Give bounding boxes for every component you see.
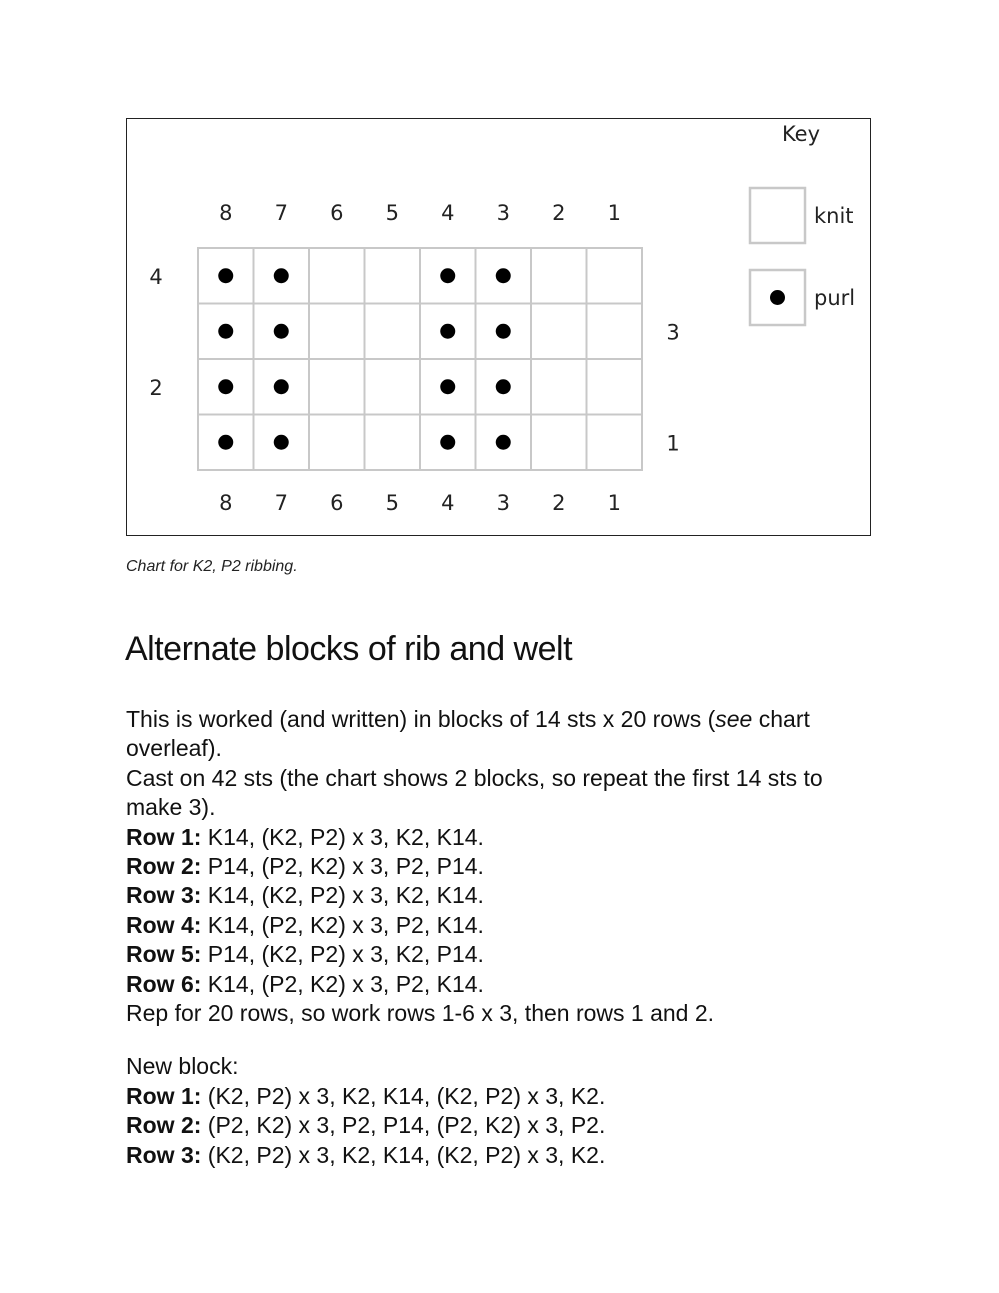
- chart-cell: [309, 359, 365, 415]
- purl-dot: [496, 268, 511, 283]
- row-label: Row 5:: [126, 941, 202, 968]
- row-text: K14, (P2, K2) x 3, P2, K14.: [201, 911, 484, 938]
- row-instruction: [126, 970, 878, 999]
- column-number-top: 4: [441, 201, 455, 225]
- chart-cell: [587, 248, 643, 304]
- row-label-right: 1: [666, 431, 680, 456]
- row-text: P14, (K2, P2) x 3, K2, P14.: [201, 941, 484, 968]
- purl-dot: [274, 379, 289, 394]
- purl-dot: [496, 435, 511, 450]
- purl-dot: [440, 268, 455, 283]
- purl-dot: [218, 379, 233, 394]
- column-number-top: 3: [496, 201, 510, 225]
- column-number-top: 2: [552, 201, 566, 225]
- purl-dot: [440, 324, 455, 339]
- chart-cell: [309, 415, 365, 471]
- chart-cell: [587, 415, 643, 471]
- purl-dot: [218, 324, 233, 339]
- row-text: P14, (P2, K2) x 3, P2, P14.: [201, 853, 484, 880]
- column-number-bottom: 8: [219, 491, 233, 515]
- purl-dot: [440, 379, 455, 394]
- column-number-bottom: 1: [607, 491, 621, 515]
- chart-cell: [587, 359, 643, 415]
- row-label: Row 6:: [126, 970, 202, 997]
- purl-dot: [218, 268, 233, 283]
- row-instruction: [126, 1082, 878, 1111]
- column-number-bottom: 6: [330, 491, 344, 515]
- repeat-note: Rep for 20 rows, so work rows 1-6 x 3, then rows 1 and 2.: [126, 1000, 715, 1027]
- chart-cell: [531, 304, 587, 360]
- row-label: Row 2:: [126, 1112, 202, 1139]
- row-label: Row 1:: [126, 823, 202, 850]
- column-number-bottom: 7: [274, 491, 288, 515]
- key-label: purl: [814, 286, 856, 310]
- chart-cell: [587, 304, 643, 360]
- chart-cell: [365, 304, 421, 360]
- purl-dot: [274, 324, 289, 339]
- row-instruction: [126, 1111, 878, 1140]
- row-label: Row 1:: [126, 1082, 202, 1109]
- row-label: Row 2:: [126, 853, 202, 880]
- chart-canvas: [127, 119, 870, 535]
- section-heading: Alternate blocks of rib and welt: [125, 630, 573, 668]
- column-number-top: 6: [330, 201, 344, 225]
- row-label: Row 3:: [126, 882, 202, 909]
- row-text: (K2, P2) x 3, K2, K14, (K2, P2) x 3, K2.: [201, 1082, 606, 1109]
- row-label: Row 3:: [126, 1141, 202, 1168]
- row-text: (K2, P2) x 3, K2, K14, (K2, P2) x 3, K2.: [201, 1141, 606, 1168]
- chart-cell: [531, 415, 587, 471]
- column-number-bottom: 5: [385, 491, 399, 515]
- column-number-top: 1: [607, 201, 621, 225]
- purl-dot: [274, 435, 289, 450]
- column-number-bottom: 2: [552, 491, 566, 515]
- intro-text-b: chart overleaf).: [126, 706, 810, 762]
- column-number-bottom: 4: [441, 491, 455, 515]
- row-instruction: [126, 911, 878, 940]
- purl-dot: [496, 324, 511, 339]
- purl-dot-icon: [770, 290, 785, 305]
- chart-caption: Chart for K2, P2 ribbing.: [126, 558, 298, 575]
- row-label-left: 4: [149, 264, 163, 289]
- column-number-top: 7: [274, 201, 288, 225]
- row-instruction: [126, 940, 878, 969]
- chart-cell: [365, 415, 421, 471]
- chart-cell: [365, 248, 421, 304]
- row-text: K14, (K2, P2) x 3, K2, K14.: [201, 882, 484, 909]
- chart-cell: [309, 248, 365, 304]
- intro-line-2: Cast on 42 sts (the chart shows 2 blocks, so repeat the first 14 sts to make 3).: [126, 764, 823, 821]
- chart-cell: [531, 359, 587, 415]
- column-number-bottom: 3: [496, 491, 510, 515]
- row-text: (P2, K2) x 3, P2, P14, (P2, K2) x 3, P2.: [201, 1112, 606, 1139]
- chart-cell: [531, 248, 587, 304]
- purl-dot: [440, 435, 455, 450]
- key-title: Key: [781, 122, 821, 146]
- row-instruction: [126, 881, 878, 910]
- row-instruction: [126, 1141, 878, 1170]
- row-instruction: [126, 823, 878, 852]
- chart-cell: [309, 304, 365, 360]
- intro-line-1: [126, 705, 878, 764]
- column-number-top: 5: [385, 201, 399, 225]
- row-label-right: 3: [666, 320, 680, 345]
- row-text: K14, (K2, P2) x 3, K2, K14.: [201, 823, 484, 850]
- purl-dot: [218, 435, 233, 450]
- row-label: Row 4:: [126, 911, 202, 938]
- column-number-top: 8: [219, 201, 233, 225]
- pattern-instructions: [126, 705, 878, 1170]
- row-instruction: [126, 852, 878, 881]
- row-text: K14, (P2, K2) x 3, P2, K14.: [201, 970, 484, 997]
- key-label: knit: [814, 204, 854, 228]
- key-swatch: [750, 188, 805, 243]
- intro-text-a: This is worked (and written) in blocks of 14 sts x 20 rows (: [126, 706, 716, 732]
- purl-dot: [496, 379, 511, 394]
- intro-emphasis: see: [715, 706, 753, 732]
- row-label-left: 2: [149, 375, 163, 400]
- purl-dot: [274, 268, 289, 283]
- new-block-title: New block:: [126, 1053, 239, 1080]
- chart-cell: [365, 359, 421, 415]
- knitting-chart: [126, 118, 871, 536]
